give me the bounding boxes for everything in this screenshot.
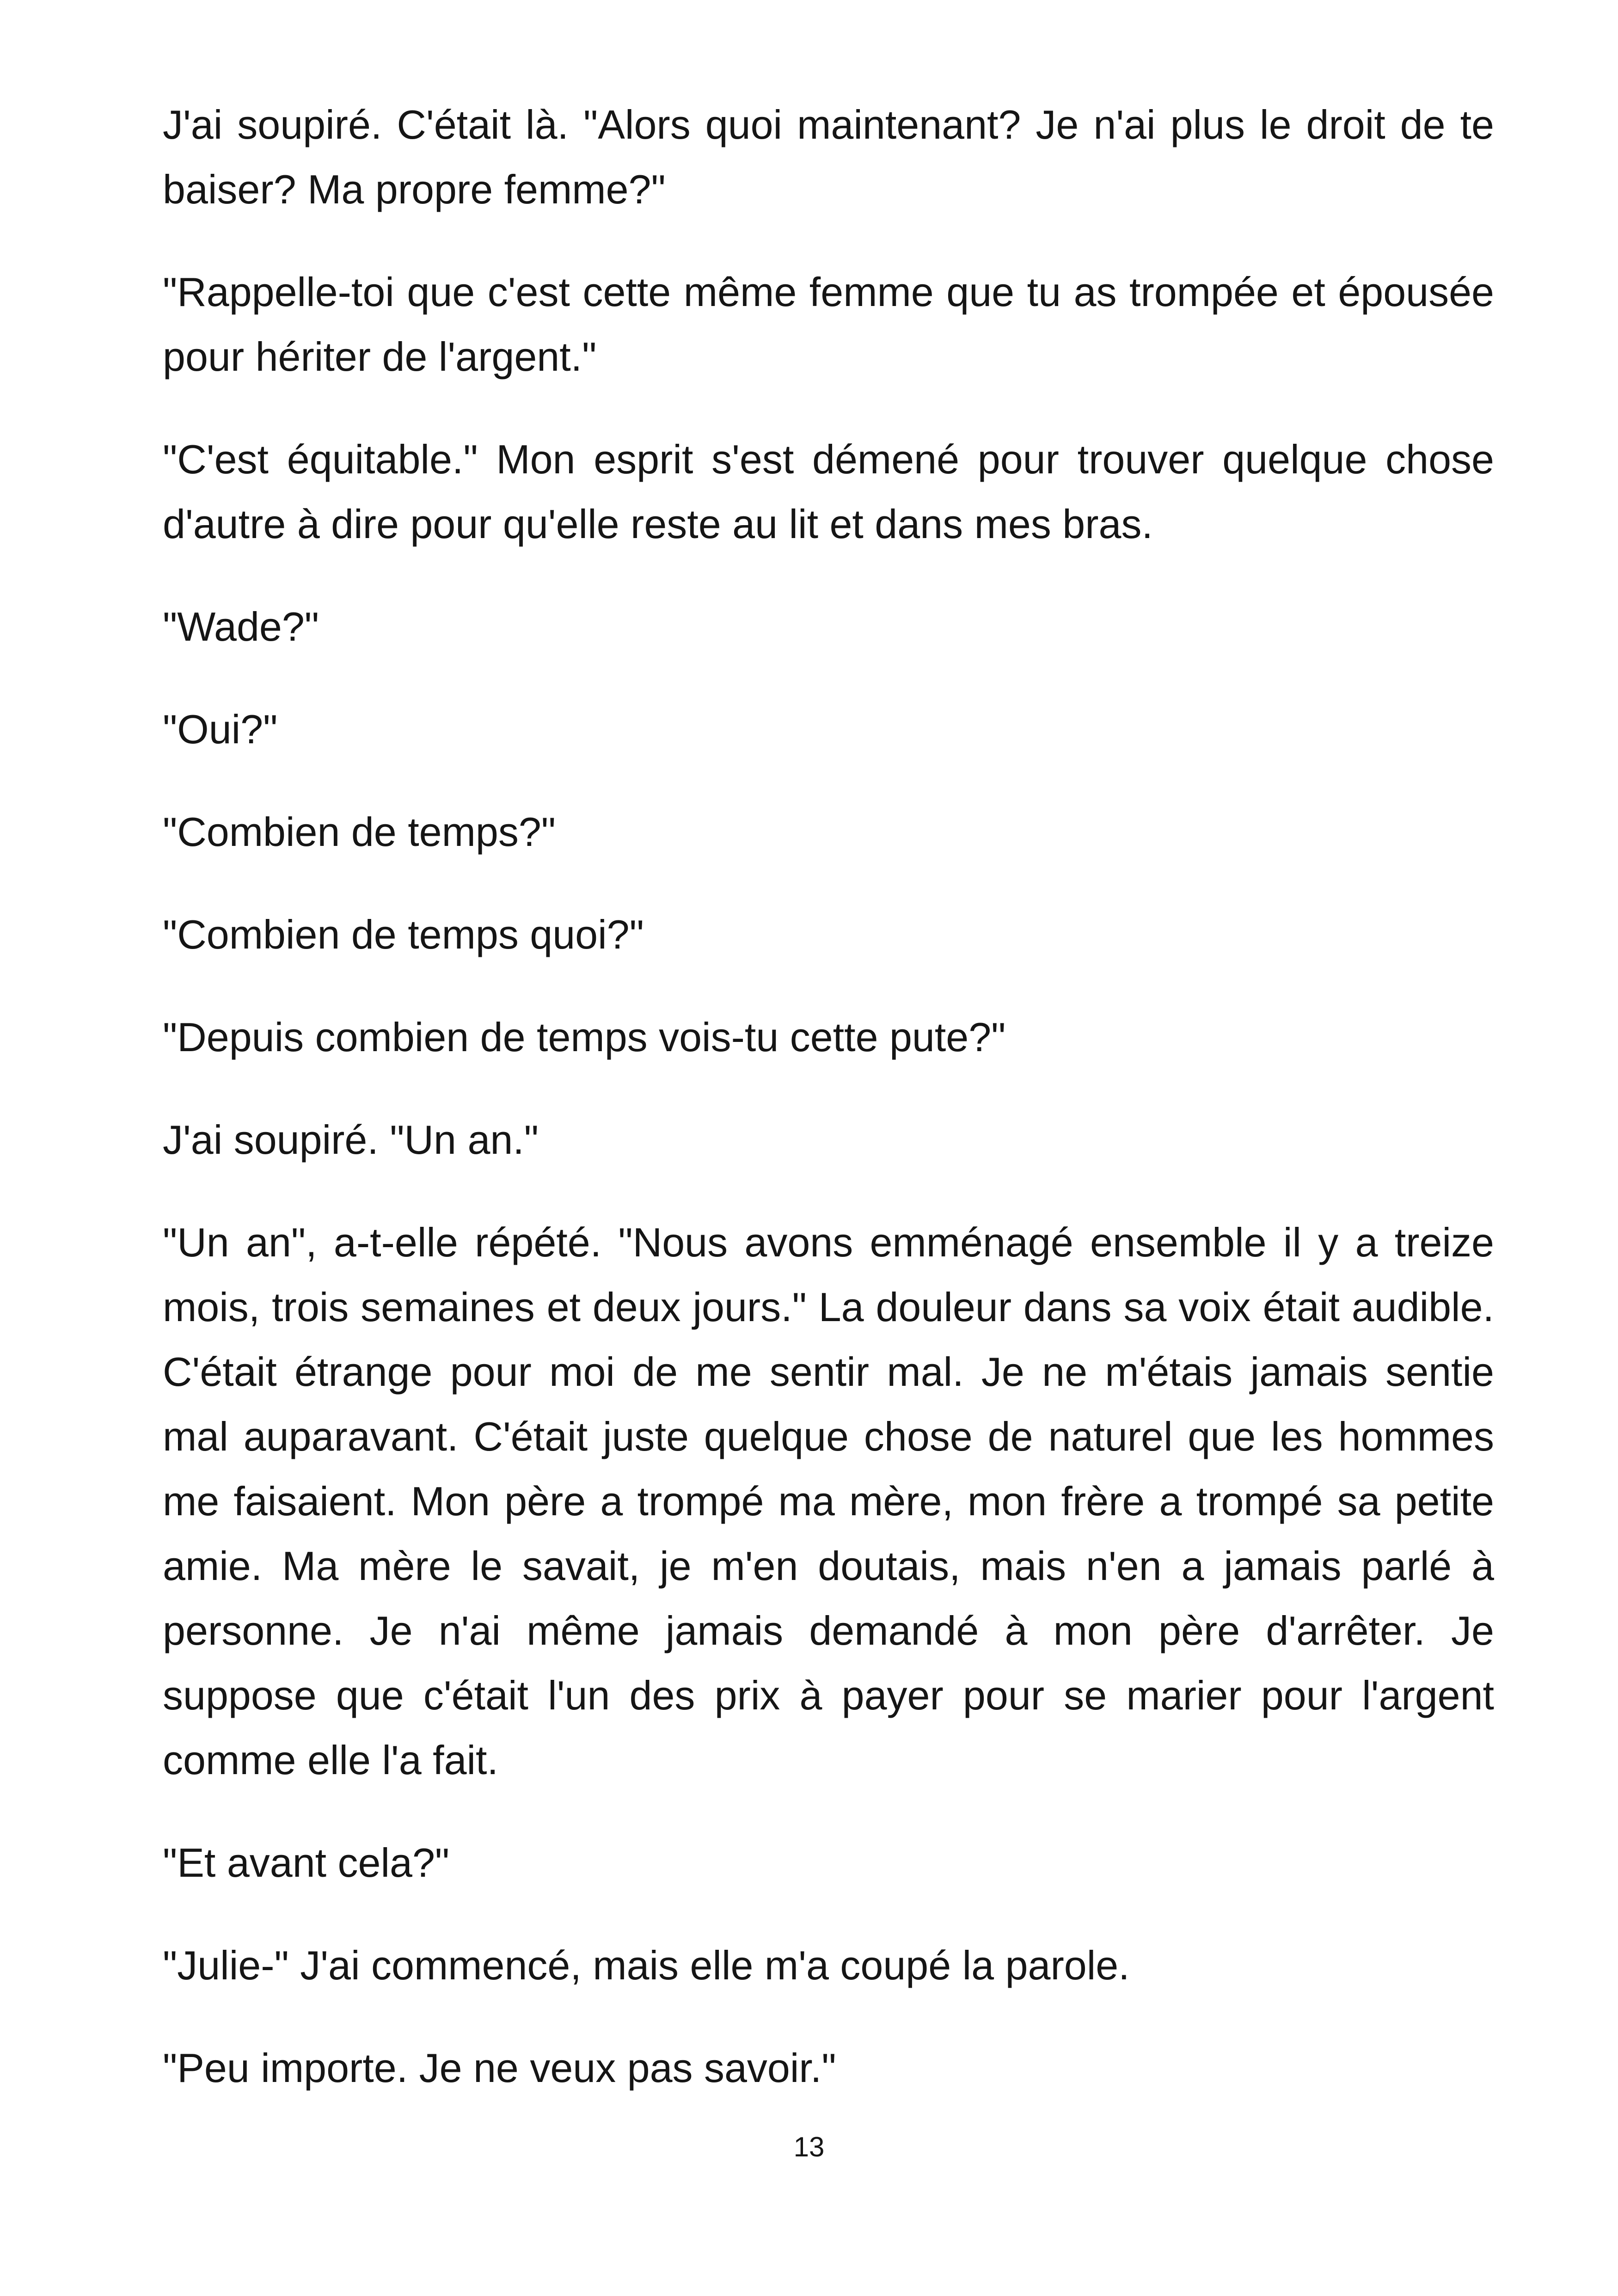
paragraph-8: "Depuis combien de temps vois-tu cette pute?"	[163, 1014, 1006, 1060]
paragraph-12: "Julie-" J'ai commencé, mais elle m'a coupé la parole.	[163, 1942, 1130, 1988]
paragraph-4: "Wade?"	[163, 604, 319, 649]
paragraph-7: "Combien de temps quoi?"	[163, 912, 644, 957]
paragraph-9: J'ai soupiré. "Un an."	[163, 1117, 539, 1163]
paragraph-6: "Combien de temps?"	[163, 809, 556, 855]
paragraph-1: J'ai soupiré. C'était là. "Alors quoi maintenant? Je n'ai plus le droit de te baiser? Ma propre femme?"	[163, 102, 1494, 212]
paragraph-5: "Oui?"	[163, 706, 278, 752]
paragraph-10: "Un an", a-t-elle répété. "Nous avons emménagé ensemble il y a treize mois, trois semaines et deux jours." La douleur dans sa voix était audible. C'était étrange pour moi de me sentir mal. Je ne m'étais jamais sentie mal auparavant. C'était juste quelque chose de naturel que les hommes me faisaient. Mon père a trompé ma mère, mon frère a trompé sa petite amie. Ma mère le savait, je m'en doutais, mais n'en a jamais parlé à personne. Je n'ai même jamais demandé à mon père d'arrêter. Je suppose que c'était l'un des prix à payer pour se marier pour l'argent comme elle l'a fait.	[163, 1219, 1494, 1783]
paragraph-3: "C'est équitable." Mon esprit s'est démené pour trouver quelque chose d'autre à dire pour qu'elle reste au lit et dans mes bras.	[163, 436, 1494, 547]
body-text	[163, 92, 1494, 2138]
page-number: 13	[793, 2131, 825, 2162]
paragraph-13: "Peu importe. Je ne veux pas savoir."	[163, 2045, 836, 2091]
paragraph-2: "Rappelle-toi que c'est cette même femme que tu as trompée et épousée pour hériter de l'argent."	[163, 269, 1494, 380]
paragraph-11: "Et avant cela?"	[163, 1840, 450, 1886]
